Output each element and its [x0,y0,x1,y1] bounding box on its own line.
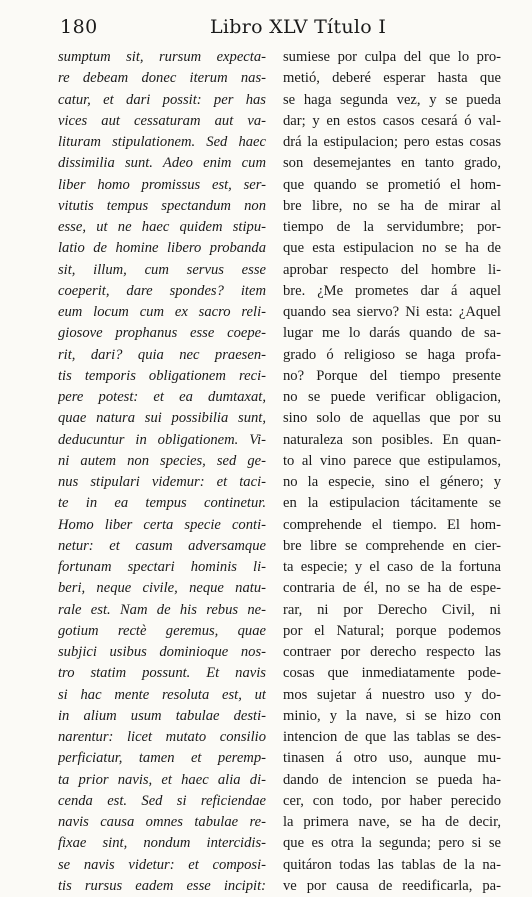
spanish-text-line: son desemejantes en tanto grado, [283,155,501,172]
latin-text-line: dissimilia sunt. Adeo enim cum [58,155,266,172]
spanish-text-line: que es otra la segunda; pero si se [283,835,501,852]
spanish-text-line: naturaleza son posibles. En quan- [283,431,501,448]
spanish-text-line: ta especie; y el caso de la fortuna [283,559,501,575]
latin-text-line: cenda est. Sed si reficiendae [58,792,266,809]
spanish-text-line: sumiese por culpa del que lo pro- [283,49,501,65]
latin-text-line: tis rursus eadem esse incipit: [58,877,266,894]
spanish-text-line: no? Porque del tiempo presente [283,367,501,384]
spanish-text-line: quitáron todas las tablas de la na- [283,856,501,873]
spanish-text-line: ve por causa de reedificarla, pa- [283,877,501,894]
spanish-text-line: sino solo de aquellas que por su [283,410,501,427]
latin-text-line: se navis videtur: et composi- [58,856,266,873]
spanish-text-line: bre libre, no se ha de mirar al [283,197,501,214]
spanish-text-line: aprobar respecto del hombre li- [283,261,501,278]
spanish-text-line: la primera nave, se ha de decir, [283,814,501,830]
latin-text-line: perficiatur, tamen et peremp- [58,750,266,767]
latin-text-line: eum locum cum ex sacro reli- [58,304,266,320]
latin-text-line: giosove prophanus esse coepe- [58,325,266,342]
latin-text-line: ta prior navis, et haec alia di- [58,771,266,788]
spanish-text-line: por el Natural; porque podemos [283,622,501,639]
spanish-text-line: contraria de él, no se ha de espe- [283,580,501,597]
spanish-text-line: bre libre se comprehende en cier- [283,537,501,554]
latin-text-line: in alium usum tabulae desti- [58,707,266,724]
latin-text-line: ni autem non species, sed ge- [58,452,266,469]
spanish-text-line: no la especie, sino el género; y [283,474,501,490]
spanish-text-line: cosas que inmediatamente pode- [283,665,501,682]
spanish-text-line: se haga segunda vez, y se pueda [283,91,501,108]
latin-text-line: tis temporis obligationem reci- [58,367,266,384]
spanish-text-line: mos sujetar á nuestro uso y do- [283,686,501,703]
latin-text-line: fortunam spectari hominis li- [58,559,266,575]
spanish-text-line: que quando se prometió el hom- [283,176,501,193]
page-number: 180 [60,16,98,38]
latin-text-line: re debeam donec iterum nas- [58,70,266,87]
latin-text-line: esse, ut ne haec quidem stipu- [58,219,266,235]
latin-column [58,47,266,897]
latin-text-line: vitutis tempus spectandum non [58,197,266,214]
latin-text-line: lituram stipulationem. Sed haec [58,134,266,150]
latin-text-line: tro statim possunt. Et navis [58,665,266,682]
latin-text-line: narentur: licet mutato consilio [58,729,266,745]
spanish-text-line: minio, y la nave, si se hizo con [283,707,501,724]
latin-text-line: sumptum sit, rursum expecta- [58,49,266,65]
spanish-column [283,47,501,897]
latin-text-line: catur, et dari possit: per has [58,91,266,108]
latin-text-line: subjici usibus dominioque nos- [58,644,266,660]
latin-text-line: vices aut cessaturam aut va- [58,112,266,129]
spanish-text-line: cer, con todo, por haber perecido [283,792,501,809]
spanish-text-line: quando sea siervo? Ni esta: ¿Aquel [283,304,501,320]
latin-text-line: si hac mente resoluta est, ut [58,686,266,703]
latin-text-line: deducuntur in obligationem. Vi- [58,431,266,448]
spanish-text-line: comprehende el tiempo. El hom- [283,516,501,533]
latin-text-line: navis causa omnes tabulae re- [58,814,266,830]
spanish-text-line: lugar me lo darás quando de sa- [283,325,501,342]
latin-text-line: beri, neque civile, neque natu- [58,580,266,597]
spanish-text-line: bre. ¿Me prometes dar á aquel [283,282,501,299]
spanish-text-line: to al vino parece que estipulamos, [283,452,501,469]
latin-text-line: netur: et casum adversamque [58,537,266,554]
latin-text-line: rit, dari? quia nec praesen- [58,346,266,363]
spanish-text-line: contraer por derecho respecto las [283,644,501,660]
spanish-text-line: tinasen á otro uso, aunque mu- [283,750,501,767]
spanish-text-line: dar; y en estos casos cesará ó val- [283,112,501,129]
latin-text-line: nus stipulari videmur: et taci- [58,474,266,490]
spanish-text-line: tiempo de la servidumbre; por- [283,219,501,235]
latin-text-line: latio de homine libero probanda [58,240,266,257]
spanish-text-line: grado ó religioso se haga profa- [283,346,501,363]
latin-text-line: Homo liber certa specie conti- [58,516,266,533]
latin-text-line: gotium rectè geremus, quae [58,622,266,639]
spanish-text-line: en la estipulacion tácitamente se [283,495,501,512]
running-head: Libro XLV Título I [210,16,387,38]
spanish-text-line: no se puede verificar obligacion, [283,389,501,405]
spanish-text-line: dando de intencion se pueda ha- [283,771,501,788]
latin-text-line: sit, illum, cum servus esse [58,261,266,278]
spanish-text-line: intencion de que las tablas se des- [283,729,501,745]
latin-text-line: te in ea tempus continetur. [58,495,266,512]
latin-text-line: quae natura sui possibilia sunt, [58,410,266,427]
latin-text-line: fixae sint, nondum intercidis- [58,835,266,852]
spanish-text-line: rar, ni por Derecho Civil, ni [283,601,501,618]
spanish-text-line: que esta estipulacion no se ha de [283,240,501,257]
latin-text-line: liber homo promissus est, ser- [58,176,266,193]
latin-text-line: pere potest: et ea dumtaxat, [58,389,266,405]
page-header [60,14,502,44]
latin-text-line: coeperit, dare spondes? item [58,282,266,299]
latin-text-line: rale est. Nam de his rebus ne- [58,601,266,618]
spanish-text-line: metió, deberé esperar hasta que [283,70,501,87]
spanish-text-line: drá la estipulacion; pero estas cosas [283,134,501,150]
